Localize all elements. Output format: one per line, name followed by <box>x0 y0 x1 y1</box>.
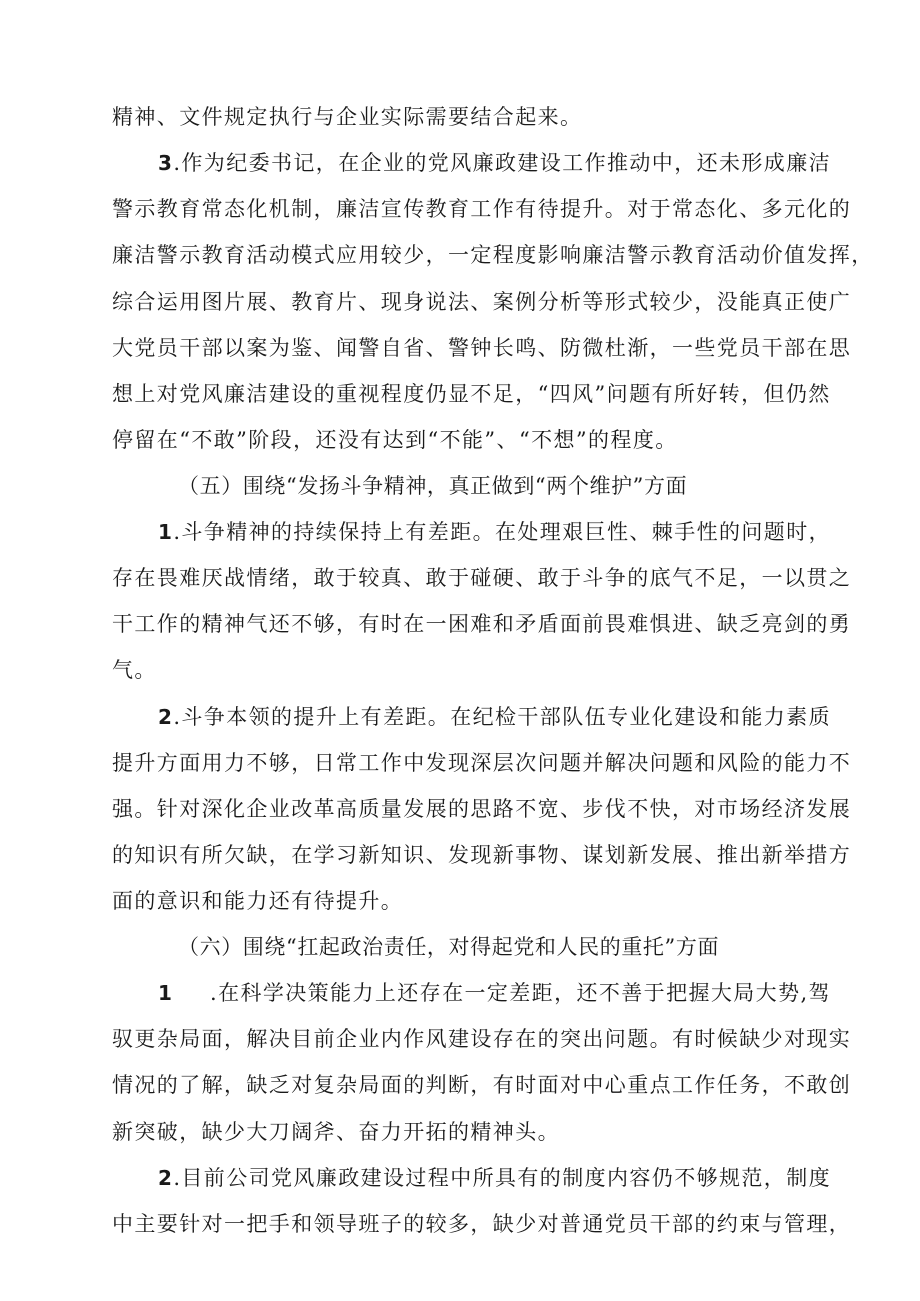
item-number: 1 <box>158 981 174 1005</box>
text-line: 面的意识和能力还有待提升。 <box>112 889 404 913</box>
text-line: 想上对党风廉洁建设的重视程度仍显不足，“四风”问题有所好转，但仍然 <box>112 382 831 406</box>
text-line: .在科学决策能力上还存在一定差距，还不善于把握大局大势,驾 <box>210 981 831 1005</box>
text-line: 中主要针对一把手和领导班子的较多，缺少对普通党员干部的约束与管理， <box>112 1212 852 1236</box>
numbered-paragraph-3 <box>158 148 831 178</box>
text-line: 情况的了解，缺乏对复杂局面的判断，有时面对中心重点工作任务，不敢创 <box>112 1073 852 1097</box>
text-line: 综合运用图片展、教育片、现身说法、案例分析等形式较少，没能真正使广 <box>112 290 852 314</box>
text-line: 廉洁警示教育活动模式应用较少，一定程度影响廉洁警示教育活动价值发挥， <box>112 243 874 267</box>
text-line: 强。针对深化企业改革高质量发展的思路不宽、步伐不快，对市场经济发展 <box>112 797 852 821</box>
section-heading-6: （六）围绕“扛起政治责任，对得起党和人民的重托”方面 <box>178 935 720 959</box>
text-line: 气。 <box>112 658 157 682</box>
text-line: 驭更杂局面，解决目前企业内作风建设存在的突出问题。有时候缺少对现实 <box>112 1027 852 1051</box>
numbered-paragraph-1 <box>158 978 831 1008</box>
numbered-paragraph-2 <box>158 1163 831 1193</box>
text-line: .作为纪委书记，在企业的党风廉政建设工作推动中，还未形成廉洁 <box>173 151 832 175</box>
text-line: 存在畏难厌战情绪，敢于较真、敢于碰硬、敢于斗争的底气不足，一以贯之 <box>112 566 852 590</box>
text-line: 新突破，缺少大刀阔斧、奋力开拓的精神头。 <box>112 1120 560 1144</box>
text-line: 干工作的精神气还不够，有时在一困难和矛盾面前畏难惧进、缺乏亮剑的勇 <box>112 612 852 636</box>
item-number: 1 <box>158 520 174 544</box>
section-heading-5: （五）围绕“发扬斗争精神，真正做到“两个维护”方面 <box>178 474 688 498</box>
text-line: 精神、文件规定执行与企业实际需要结合起来。 <box>112 105 583 129</box>
text-line: 警示教育常态化机制，廉洁宣传教育工作有待提升。对于常态化、多元化的 <box>112 197 852 221</box>
numbered-paragraph-2 <box>158 702 831 732</box>
numbered-paragraph-1 <box>158 517 831 547</box>
text-line: 大党员干部以案为鉴、闻警自省、警钟长鸣、防微杜渐，一些党员干部在思 <box>112 336 852 360</box>
text-line: .斗争精神的持续保持上有差距。在处理艰巨性、棘手性的问题时， <box>173 520 832 544</box>
item-number: 2 <box>158 1166 174 1190</box>
item-number: 3 <box>158 151 174 175</box>
text-line: .目前公司党风廉政建设过程中所具有的制度内容仍不够规范，制度 <box>173 1166 832 1190</box>
text-line: 的知识有所欠缺，在学习新知识、发现新事物、谋划新发展、推出新举措方 <box>112 843 852 867</box>
text-line: 停留在“不敢”阶段，还没有达到“不能”、“不想”的程度。 <box>112 428 678 452</box>
text-line: .斗争本领的提升上有差距。在纪检干部队伍专业化建设和能力素质 <box>173 705 832 729</box>
item-number: 2 <box>158 705 174 729</box>
text-line: 提升方面用力不够，日常工作中发现深层次问题并解决问题和风险的能力不 <box>112 751 852 775</box>
